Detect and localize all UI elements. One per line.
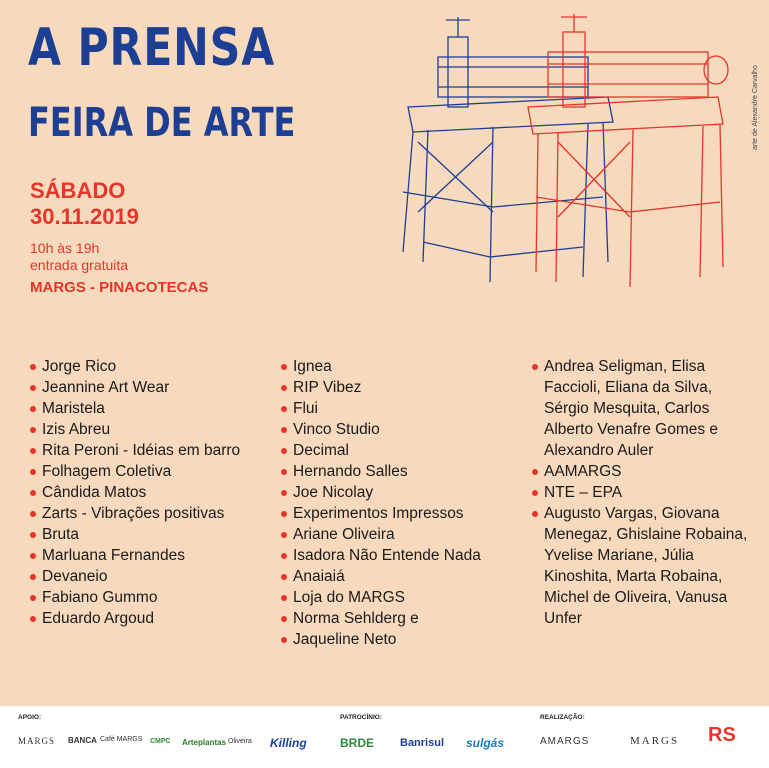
list-item: Ignea bbox=[281, 356, 521, 377]
list-item: Marluana Fernandes bbox=[30, 545, 260, 566]
participants-column-1 bbox=[30, 356, 260, 629]
banrisul-logo: Banrisul bbox=[400, 737, 445, 749]
list-item: Jorge Rico bbox=[30, 356, 260, 377]
art-credit: arte de Alexandre Carvalho bbox=[752, 65, 759, 150]
list-item: Decimal bbox=[281, 440, 521, 461]
participants-column-3 bbox=[532, 356, 757, 629]
list-item: Fabiano Gummo bbox=[30, 587, 260, 608]
list-item: Folhagem Coletiva bbox=[30, 461, 260, 482]
list-item: Augusto Vargas, Giovana Menegaz, Ghislaine Robaina, Yvelise Mariane, Júlia Kinoshita, Marta Robaina, Michel de Oliveira, Vanusa Unfer bbox=[532, 503, 757, 629]
red-press-drawing bbox=[528, 14, 728, 287]
list-item: Zarts - Vibrações positivas bbox=[30, 503, 260, 524]
realizacao-label: REALIZAÇÃO: bbox=[540, 714, 585, 721]
list-item: Jeannine Art Wear bbox=[30, 377, 260, 398]
list-item: Bruta bbox=[30, 524, 260, 545]
margs-logo: MARGS bbox=[18, 736, 56, 746]
printing-press-illustration bbox=[398, 12, 743, 302]
list-item: Norma Sehlderg e bbox=[281, 608, 521, 629]
title-line-2: FEIRA DE ARTE bbox=[28, 100, 296, 146]
list-item: Izis Abreu bbox=[30, 419, 260, 440]
brde-logo: BRDE bbox=[340, 736, 375, 750]
event-hours-block bbox=[30, 240, 128, 274]
list-item: NTE – EPA bbox=[532, 482, 757, 503]
list-item: Ariane Oliveira bbox=[281, 524, 521, 545]
arteplantas-logo: Arteplantas bbox=[182, 738, 227, 747]
event-venue: MARGS - PINACOTECAS bbox=[30, 279, 209, 296]
list-item: Eduardo Argoud bbox=[30, 608, 260, 629]
list-item: Isadora Não Entende Nada bbox=[281, 545, 521, 566]
participants-column-2 bbox=[281, 356, 521, 650]
list-item: Cândida Matos bbox=[30, 482, 260, 503]
list-item: Jaqueline Neto bbox=[281, 629, 521, 650]
amargs-logo: AMARGS bbox=[540, 736, 590, 747]
blue-press-drawing bbox=[403, 17, 613, 282]
killing-logo: Killing bbox=[270, 736, 307, 750]
event-date: 30.11.2019 bbox=[30, 204, 139, 229]
list-item: Hernando Salles bbox=[281, 461, 521, 482]
list-item: AAMARGS bbox=[532, 461, 757, 482]
cafe-margs-logo: Café MARGS bbox=[100, 736, 143, 743]
list-item: Maristela bbox=[30, 398, 260, 419]
list-item: Vinco Studio bbox=[281, 419, 521, 440]
list-item: Flui bbox=[281, 398, 521, 419]
event-entry: entrada gratuita bbox=[30, 257, 129, 273]
sponsors-footer bbox=[0, 706, 769, 768]
list-item: Joe Nicolay bbox=[281, 482, 521, 503]
list-item: Andrea Seligman, Elisa Faccioli, Eliana da Silva, Sérgio Mesquita, Carlos Alberto Venafre Gomes e Alexandro Auler bbox=[532, 356, 757, 461]
list-item: Experimentos Impressos bbox=[281, 503, 521, 524]
list-item: Devaneio bbox=[30, 566, 260, 587]
rs-government-logo: RS bbox=[708, 724, 736, 746]
sulgas-logo: sulgás bbox=[466, 736, 505, 750]
banca-logo: BANCA bbox=[68, 736, 97, 745]
event-day: SÁBADO bbox=[30, 178, 126, 203]
cmpc-logo: CMPC bbox=[150, 738, 171, 745]
oliveira-logo: Oliveira bbox=[228, 738, 252, 745]
list-item: Loja do MARGS bbox=[281, 587, 521, 608]
title-line-1: A PRENSA bbox=[28, 18, 276, 78]
event-hours: 10h às 19h bbox=[30, 240, 100, 256]
apoio-label: APOIO: bbox=[18, 714, 42, 721]
list-item: Anaiaiá bbox=[281, 566, 521, 587]
patrocinio-label: PATROCÍNIO: bbox=[340, 714, 383, 721]
list-item: Rita Peroni - Idéias em barro bbox=[30, 440, 260, 461]
list-item: RIP Vibez bbox=[281, 377, 521, 398]
margs-realizacao-logo: MARGS bbox=[630, 735, 680, 747]
